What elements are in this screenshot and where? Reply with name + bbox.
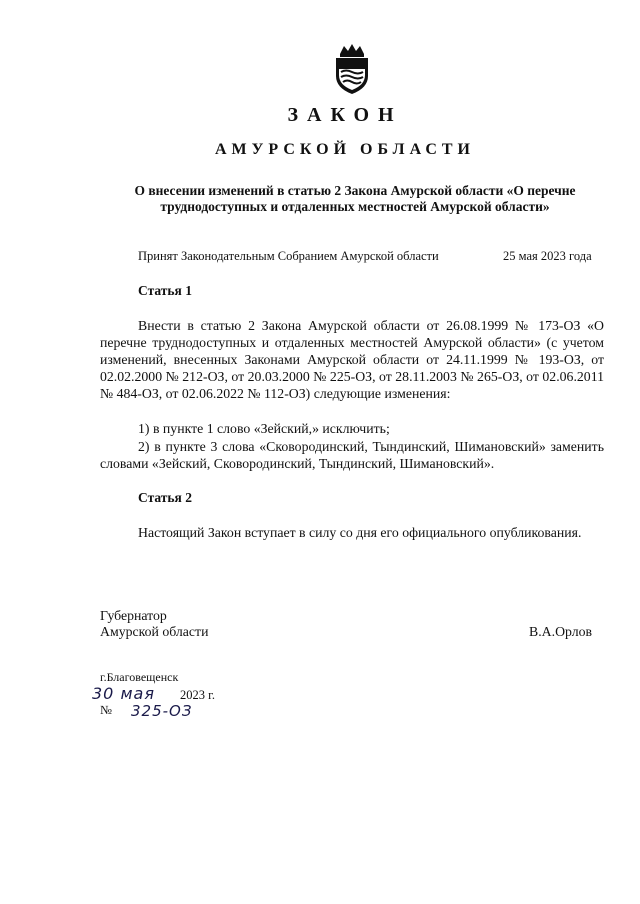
subject-line-1: О внесении изменений в статью 2 Закона Амурской области «О перечне — [134, 183, 576, 198]
article-1-item-1: 1) в пункте 1 слово «Зейский,» исключить; — [138, 421, 390, 436]
coat-of-arms-icon — [330, 42, 374, 96]
date-year: 2023 г. — [180, 688, 215, 702]
adoption-date: 25 мая 2023 года — [503, 249, 592, 263]
region-title: АМУРСКОЙ ОБЛАСТИ — [215, 141, 475, 158]
number-sign: № — [100, 703, 112, 717]
handwritten-law-number: 325-ОЗ — [131, 702, 193, 720]
article-1-heading: Статья 1 — [138, 283, 192, 298]
signatory-name: В.А.Орлов — [529, 624, 593, 639]
article-1-intro: Внести в статью 2 Закона Амурской области от 26.08.1999 № 173-ОЗ «О перечне труднодоступных и отдаленных местностей Амурской области» (с учетом изменений, внесенных Законами Амурской области от 24.11.1999 № 193-ОЗ, от 02.02.2000 № 212-ОЗ, от 20.03.2000 № 225-ОЗ, от 28.11.2003 № 265-ОЗ, от 02.06.2011 № 484-ОЗ, от 02.06.2022 № 112-ОЗ) следующие изменения: — [100, 318, 604, 401]
signatory-position-line-1: Губернатор — [100, 608, 167, 623]
article-2-heading: Статья 2 — [138, 490, 192, 505]
handwritten-date: 30 мая — [92, 684, 155, 703]
signatory-position-line-2: Амурской области — [100, 624, 209, 639]
subject-line-2: труднодоступных и отдаленных местностей Амурской области» — [160, 199, 550, 214]
city: г.Благовещенск — [100, 670, 179, 684]
article-2-text: Настоящий Закон вступает в силу со дня его официального опубликования. — [138, 525, 582, 540]
article-1-item-2: 2) в пункте 3 слова «Сковородинский, Тындинский, Шимановский» заменить словами «Зейский, Сковородинский, Тындинский, Шимановский». — [100, 439, 604, 471]
law-subject — [100, 183, 610, 215]
law-title: ЗАКОН — [287, 104, 403, 126]
adoption-text: Принят Законодательным Собранием Амурской области — [138, 249, 439, 263]
